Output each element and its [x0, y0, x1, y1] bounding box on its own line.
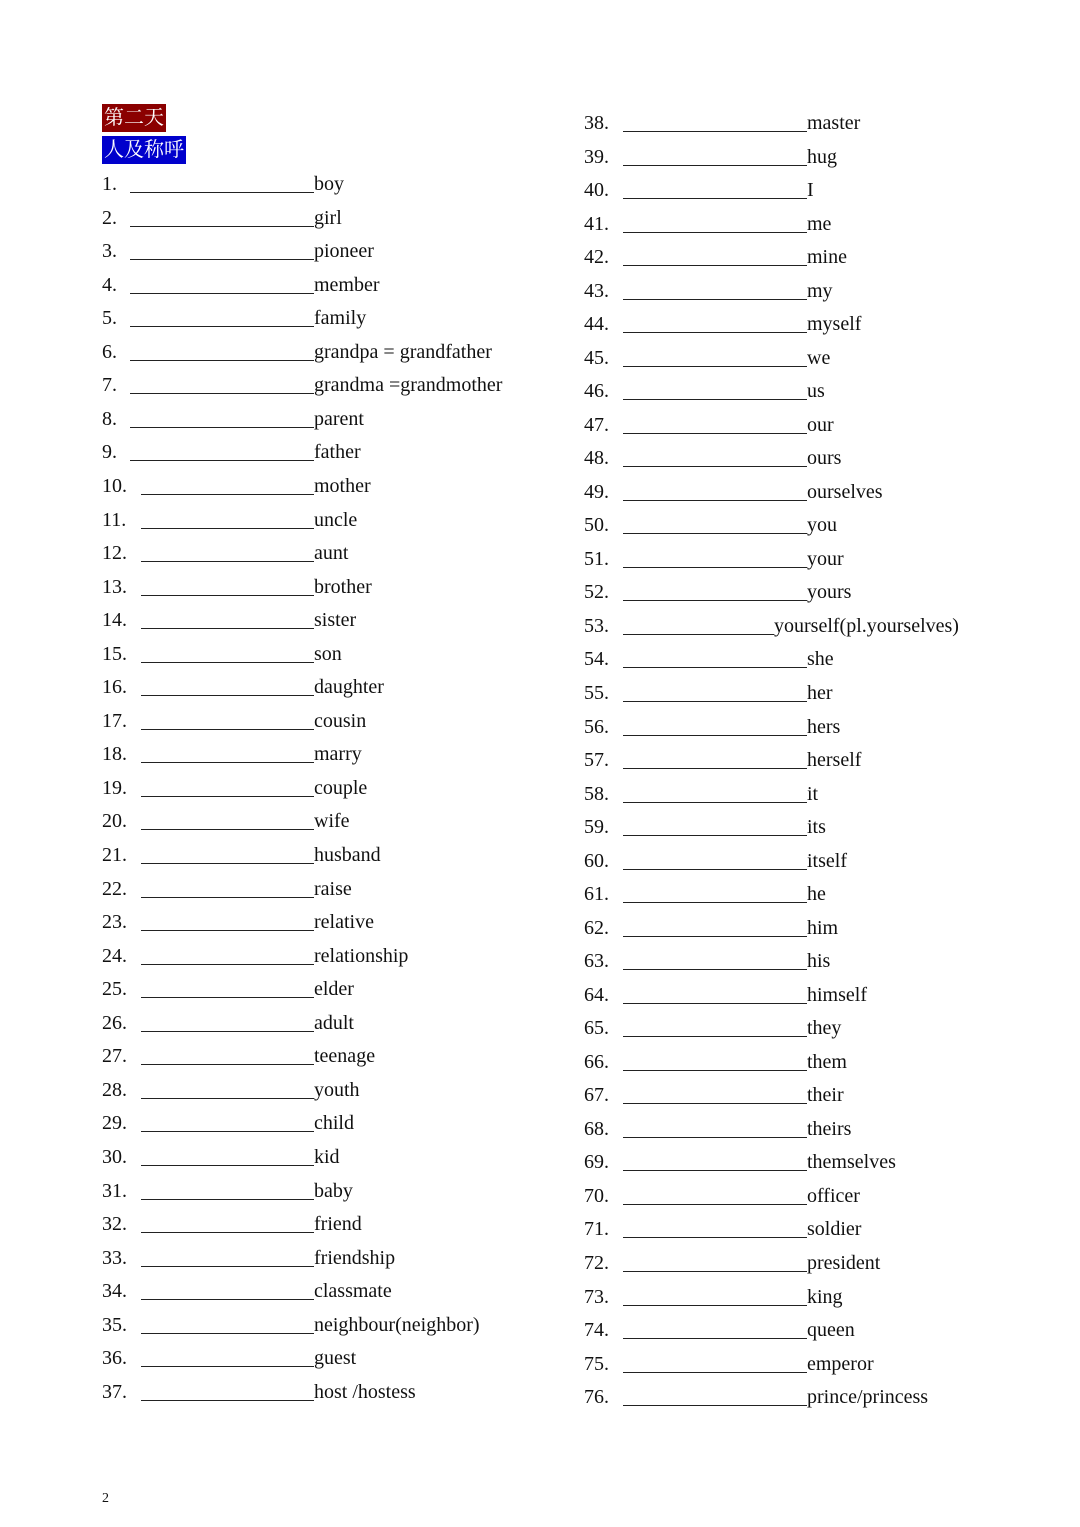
- item-number: 19.: [102, 776, 127, 799]
- answer-blank[interactable]: [141, 1064, 314, 1065]
- vocabulary-word: president: [807, 1252, 881, 1275]
- answer-blank[interactable]: [141, 762, 314, 763]
- answer-blank[interactable]: [623, 835, 807, 836]
- vocabulary-word: we: [807, 346, 831, 369]
- answer-blank[interactable]: [623, 936, 807, 937]
- item-number: 42.: [584, 246, 609, 269]
- item-number: 69.: [584, 1151, 609, 1174]
- answer-blank[interactable]: [141, 1098, 314, 1099]
- vocabulary-word: you: [807, 514, 837, 537]
- vocabulary-word: host /hostess: [314, 1380, 416, 1403]
- item-number: 41.: [584, 212, 609, 235]
- item-number: 7.: [102, 374, 117, 397]
- item-number: 29.: [102, 1112, 127, 1135]
- item-number: 26.: [102, 1011, 127, 1034]
- vocabulary-word: king: [807, 1285, 843, 1308]
- item-number: 53.: [584, 614, 609, 637]
- vocabulary-word: yourself(pl.yourselves): [774, 614, 959, 637]
- item-number: 51.: [584, 547, 609, 570]
- answer-blank[interactable]: [623, 1405, 807, 1406]
- vocabulary-word: theirs: [807, 1117, 852, 1140]
- vocabulary-word: adult: [314, 1011, 354, 1034]
- item-number: 17.: [102, 709, 127, 732]
- vocabulary-word: brother: [314, 575, 372, 598]
- vocabulary-word: it: [807, 782, 819, 805]
- answer-blank[interactable]: [623, 466, 807, 467]
- item-number: 5.: [102, 307, 117, 330]
- item-number: 6.: [102, 340, 117, 363]
- item-number: 75.: [584, 1352, 609, 1375]
- vocabulary-word: ourselves: [807, 480, 883, 503]
- item-number: 32.: [102, 1213, 127, 1236]
- vocabulary-word: mother: [314, 474, 371, 497]
- item-number: 37.: [102, 1380, 127, 1403]
- vocabulary-word: yours: [807, 581, 852, 604]
- item-number: 58.: [584, 782, 609, 805]
- item-number: 72.: [584, 1252, 609, 1275]
- vocabulary-word: its: [807, 816, 826, 839]
- item-number: 12.: [102, 542, 127, 565]
- answer-blank[interactable]: [130, 326, 314, 327]
- vocabulary-word: I: [807, 179, 814, 202]
- item-number: 31.: [102, 1179, 127, 1202]
- answer-blank[interactable]: [623, 366, 807, 367]
- answer-blank[interactable]: [623, 1103, 807, 1104]
- answer-blank[interactable]: [623, 869, 807, 870]
- answer-blank[interactable]: [141, 1199, 314, 1200]
- answer-blank[interactable]: [130, 393, 314, 394]
- item-number: 44.: [584, 313, 609, 336]
- vocabulary-word: hers: [807, 715, 841, 738]
- vocabulary-word: itself: [807, 849, 847, 872]
- vocabulary-word: friend: [314, 1213, 362, 1236]
- vocabulary-word: boy: [314, 173, 344, 195]
- vocabulary-word: classmate: [314, 1280, 392, 1303]
- vocabulary-word: she: [807, 648, 834, 671]
- answer-blank[interactable]: [623, 735, 807, 736]
- item-number: 34.: [102, 1280, 127, 1303]
- vocabulary-word: family: [314, 307, 367, 330]
- answer-blank[interactable]: [141, 528, 314, 529]
- answer-blank[interactable]: [141, 863, 314, 864]
- vocabulary-word: elder: [314, 978, 354, 1001]
- item-number: 2.: [102, 206, 117, 229]
- vocabulary-word: teenage: [314, 1045, 376, 1068]
- vocabulary-word: husband: [314, 844, 381, 866]
- answer-blank[interactable]: [141, 695, 314, 696]
- item-number: 68.: [584, 1117, 609, 1140]
- item-number: 28.: [102, 1078, 127, 1101]
- item-number: 64.: [584, 983, 609, 1006]
- topic-label: 人及称呼: [102, 136, 186, 164]
- item-number: 46.: [584, 380, 609, 403]
- vocabulary-word: uncle: [314, 508, 358, 531]
- item-number: 39.: [584, 145, 609, 168]
- vocabulary-word: me: [807, 212, 832, 235]
- vocabulary-word: myself: [807, 313, 862, 336]
- vocabulary-word: herself: [807, 749, 862, 772]
- answer-blank[interactable]: [623, 332, 807, 333]
- vocabulary-word: friendship: [314, 1246, 396, 1269]
- item-number: 74.: [584, 1319, 609, 1342]
- vocabulary-word: father: [314, 441, 361, 464]
- item-number: 13.: [102, 575, 127, 598]
- vocabulary-word: cousin: [314, 709, 367, 732]
- vocabulary-word: prince/princess: [807, 1386, 929, 1409]
- item-number: 48.: [584, 447, 609, 470]
- answer-blank[interactable]: [623, 198, 807, 199]
- item-number: 65.: [584, 1017, 609, 1040]
- vocabulary-word: my: [807, 279, 833, 302]
- vocabulary-word: raise: [314, 877, 352, 900]
- vocabulary-word: sister: [314, 609, 357, 632]
- answer-blank[interactable]: [141, 561, 314, 562]
- answer-blank[interactable]: [141, 796, 314, 797]
- item-number: 21.: [102, 844, 127, 866]
- vocabulary-word: neighbour(neighbor): [314, 1313, 480, 1336]
- item-number: 45.: [584, 346, 609, 369]
- item-number: 1.: [102, 173, 117, 195]
- item-number: 57.: [584, 749, 609, 772]
- vocabulary-word: child: [314, 1112, 354, 1135]
- vocabulary-word: pioneer: [314, 240, 374, 263]
- answer-blank[interactable]: [623, 768, 807, 769]
- answer-blank[interactable]: [141, 1131, 314, 1132]
- item-number: 11.: [102, 508, 127, 531]
- answer-blank[interactable]: [623, 533, 807, 534]
- vocabulary-word: us: [807, 380, 825, 403]
- vocabulary-word: himself: [807, 983, 867, 1006]
- item-number: 18.: [102, 743, 127, 766]
- answer-blank[interactable]: [623, 165, 807, 166]
- answer-blank[interactable]: [623, 299, 807, 300]
- answer-blank[interactable]: [623, 1003, 807, 1004]
- item-number: 49.: [584, 480, 609, 503]
- answer-blank[interactable]: [623, 1204, 807, 1205]
- answer-blank[interactable]: [623, 1305, 807, 1306]
- vocabulary-word: grandma =grandmother: [314, 374, 503, 397]
- answer-blank[interactable]: [130, 360, 314, 361]
- item-number: 52.: [584, 581, 609, 604]
- item-number: 15.: [102, 642, 127, 665]
- vocabulary-word: wife: [314, 810, 350, 833]
- item-number: 9.: [102, 441, 117, 464]
- answer-blank[interactable]: [141, 829, 314, 830]
- vocabulary-word: relationship: [314, 944, 409, 967]
- answer-blank[interactable]: [141, 494, 314, 495]
- answer-blank[interactable]: [623, 567, 807, 568]
- answer-blank[interactable]: [623, 1271, 807, 1272]
- answer-blank[interactable]: [130, 427, 314, 428]
- item-number: 54.: [584, 648, 609, 671]
- vocabulary-word: him: [807, 916, 839, 939]
- answer-blank[interactable]: [141, 1366, 314, 1367]
- answer-blank[interactable]: [623, 399, 807, 400]
- answer-blank[interactable]: [141, 729, 314, 730]
- vocabulary-word: them: [807, 1050, 847, 1073]
- answer-blank[interactable]: [141, 662, 314, 663]
- answer-blank[interactable]: [141, 595, 314, 596]
- vocabulary-word: parent: [314, 407, 364, 430]
- answer-blank[interactable]: [623, 1372, 807, 1373]
- item-number: 25.: [102, 978, 127, 1001]
- item-number: 16.: [102, 676, 127, 699]
- vocabulary-word: guest: [314, 1347, 357, 1370]
- answer-blank[interactable]: [623, 634, 774, 635]
- item-number: 61.: [584, 883, 609, 906]
- item-number: 55.: [584, 682, 609, 704]
- item-number: 66.: [584, 1050, 609, 1073]
- vocabulary-word: youth: [314, 1078, 360, 1101]
- item-number: 38.: [584, 112, 609, 134]
- item-number: 71.: [584, 1218, 609, 1241]
- vocabulary-word: ours: [807, 447, 842, 470]
- item-number: 24.: [102, 944, 127, 967]
- vocabulary-word: officer: [807, 1184, 860, 1207]
- answer-blank[interactable]: [141, 1031, 314, 1032]
- item-number: 47.: [584, 413, 609, 436]
- answer-blank[interactable]: [623, 1338, 807, 1339]
- vocabulary-word: emperor: [807, 1352, 874, 1375]
- item-number: 10.: [102, 474, 127, 497]
- vocabulary-word: relative: [314, 911, 374, 934]
- answer-blank[interactable]: [141, 997, 314, 998]
- item-number: 43.: [584, 279, 609, 302]
- item-number: 60.: [584, 849, 609, 872]
- vocabulary-word: aunt: [314, 542, 349, 565]
- answer-blank[interactable]: [141, 1266, 314, 1267]
- answer-blank[interactable]: [623, 701, 807, 702]
- answer-blank[interactable]: [130, 192, 314, 193]
- item-number: 27.: [102, 1045, 127, 1068]
- answer-blank[interactable]: [141, 1299, 314, 1300]
- vocabulary-word: son: [314, 642, 342, 665]
- answer-blank[interactable]: [623, 1036, 807, 1037]
- answer-blank[interactable]: [141, 1232, 314, 1233]
- vocabulary-word: girl: [314, 206, 342, 229]
- item-number: 20.: [102, 810, 127, 833]
- vocabulary-word: grandpa = grandfather: [314, 340, 492, 363]
- item-number: 73.: [584, 1285, 609, 1308]
- answer-blank[interactable]: [623, 265, 807, 266]
- item-number: 59.: [584, 816, 609, 839]
- answer-blank[interactable]: [130, 259, 314, 260]
- vocabulary-word: daughter: [314, 676, 384, 699]
- answer-blank[interactable]: [623, 1237, 807, 1238]
- answer-blank[interactable]: [623, 500, 807, 501]
- item-number: 70.: [584, 1184, 609, 1207]
- vocabulary-word: master: [807, 112, 861, 134]
- answer-blank[interactable]: [623, 667, 807, 668]
- item-number: 62.: [584, 916, 609, 939]
- vocabulary-word: themselves: [807, 1151, 896, 1174]
- item-number: 35.: [102, 1313, 127, 1336]
- vocabulary-word: her: [807, 682, 833, 704]
- item-number: 33.: [102, 1246, 127, 1269]
- answer-blank[interactable]: [130, 226, 314, 227]
- item-number: 36.: [102, 1347, 127, 1370]
- answer-blank[interactable]: [623, 802, 807, 803]
- item-number: 30.: [102, 1145, 127, 1168]
- answer-blank[interactable]: [623, 600, 807, 601]
- answer-blank[interactable]: [141, 628, 314, 629]
- vocabulary-word: queen: [807, 1319, 855, 1342]
- answer-blank[interactable]: [623, 1170, 807, 1171]
- item-number: 40.: [584, 179, 609, 202]
- vocabulary-word: member: [314, 273, 380, 296]
- vocabulary-word: marry: [314, 743, 362, 766]
- vocabulary-word: his: [807, 950, 831, 973]
- item-number: 4.: [102, 273, 117, 296]
- vocabulary-word: our: [807, 413, 834, 436]
- vocabulary-word: their: [807, 1084, 844, 1107]
- answer-blank[interactable]: [623, 131, 807, 132]
- item-number: 67.: [584, 1084, 609, 1107]
- vocabulary-word: your: [807, 547, 844, 570]
- answer-blank[interactable]: [141, 964, 314, 965]
- item-number: 23.: [102, 911, 127, 934]
- item-number: 63.: [584, 950, 609, 973]
- vocabulary-word: soldier: [807, 1218, 862, 1241]
- item-number: 22.: [102, 877, 127, 900]
- vocabulary-word: couple: [314, 776, 368, 799]
- answer-blank[interactable]: [130, 460, 314, 461]
- vocabulary-word: mine: [807, 246, 847, 269]
- vocabulary-word: they: [807, 1017, 842, 1040]
- answer-blank[interactable]: [141, 897, 314, 898]
- item-number: 14.: [102, 609, 127, 632]
- answer-blank[interactable]: [623, 969, 807, 970]
- answer-blank[interactable]: [623, 1137, 807, 1138]
- vocabulary-word: kid: [314, 1145, 340, 1168]
- answer-blank[interactable]: [623, 433, 807, 434]
- answer-blank[interactable]: [141, 1333, 314, 1334]
- answer-blank[interactable]: [141, 1165, 314, 1166]
- item-number: 76.: [584, 1386, 609, 1409]
- vocabulary-word: baby: [314, 1179, 353, 1202]
- day-label: 第二天: [102, 104, 166, 132]
- answer-blank[interactable]: [623, 232, 807, 233]
- answer-blank[interactable]: [141, 1400, 314, 1401]
- vocabulary-word: hug: [807, 145, 837, 168]
- answer-blank[interactable]: [623, 1070, 807, 1071]
- item-number: 50.: [584, 514, 609, 537]
- item-number: 3.: [102, 240, 117, 263]
- vocabulary-word: he: [807, 883, 826, 906]
- answer-blank[interactable]: [130, 293, 314, 294]
- answer-blank[interactable]: [141, 930, 314, 931]
- answer-blank[interactable]: [623, 902, 807, 903]
- item-number: 56.: [584, 715, 609, 738]
- page-number: 2: [102, 1491, 109, 1506]
- item-number: 8.: [102, 407, 117, 430]
